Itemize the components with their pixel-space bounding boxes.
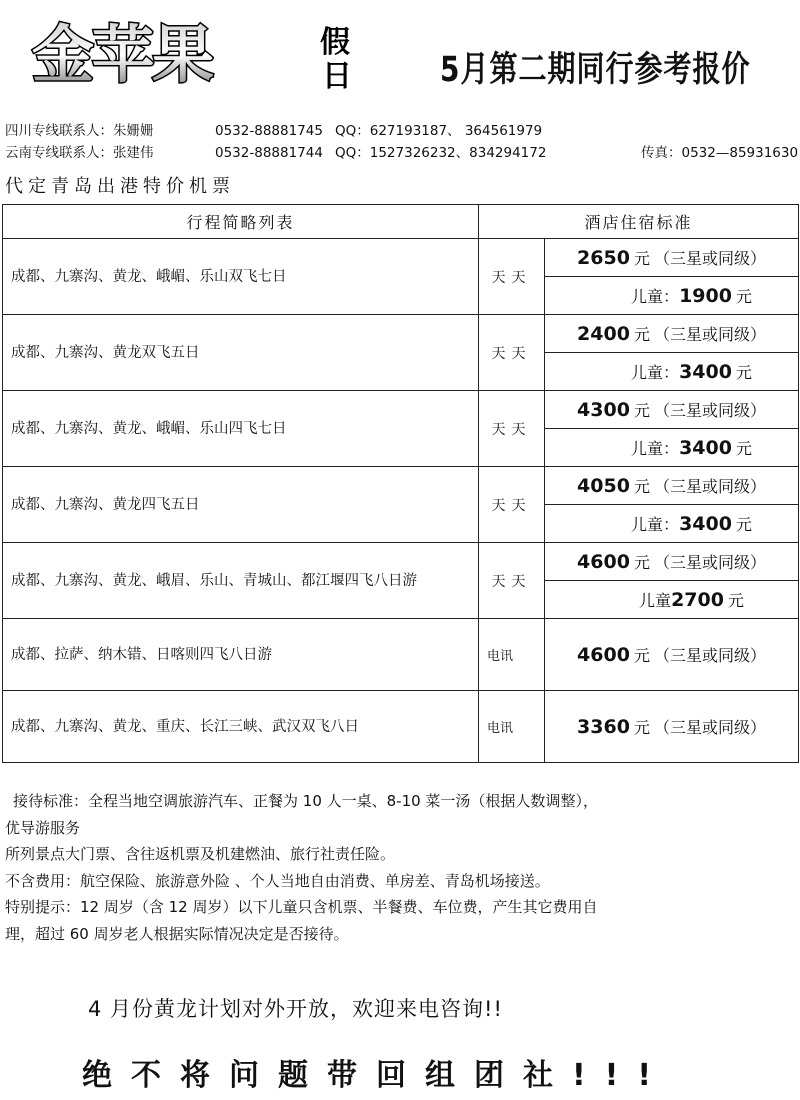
child-price: 3400	[679, 513, 732, 535]
child-price: 3400	[679, 437, 732, 459]
child-price: 2700	[671, 589, 724, 611]
table-row	[3, 391, 799, 429]
contact-label: 四川专线联系人：朱姗姗	[5, 123, 154, 139]
adult-price: 3360	[577, 716, 630, 738]
service-line: 代定青岛出港特价机票	[5, 176, 235, 197]
note-line: 特别提示：12 周岁（含 12 周岁）以下儿童只含机票、半餐费、车位费，产生其它费用自	[5, 898, 598, 916]
price-unit: 元	[633, 325, 650, 344]
child-label: 儿童	[639, 591, 672, 610]
hotel-grade-note: （三星或同级）	[653, 646, 766, 665]
hotel-grade-note: （三星或同级）	[653, 477, 766, 496]
contact-phone: 0532-88881744	[215, 145, 323, 161]
svg-text:金苹果: 金苹果	[32, 18, 213, 91]
svg-text:日: 日	[322, 59, 352, 94]
hotel-grade-note: （三星或同级）	[653, 401, 766, 420]
slogan-line-2: 绝不将问题带回组团社!!!	[82, 1058, 671, 1093]
note-line: 不含费用：航空保险、旅游意外险 、个人当地自由消费、单房差、青岛机场接送。	[5, 871, 550, 890]
frequency-cell: 天天	[479, 239, 545, 315]
note-line: 接待标准：全程当地空调旅游汽车、正餐为 10 人一桌、8-10 菜一汤（根据人数调整），	[13, 792, 598, 810]
table-header-row	[3, 205, 799, 239]
table-row	[3, 467, 799, 505]
adult-price: 4300	[577, 399, 630, 421]
child-price-cell	[545, 505, 799, 543]
price-unit: 元	[633, 401, 650, 420]
hotel-grade-note: （三星或同级）	[653, 553, 766, 572]
route-cell: 成都、九寨沟、黄龙四飞五日	[3, 467, 479, 543]
price-unit: 元	[633, 718, 650, 737]
route-cell: 成都、九寨沟、黄龙、重庆、长江三峡、武汉双飞八日	[3, 691, 479, 763]
adult-price: 2650	[577, 247, 630, 269]
note-line: 理，超过 60 周岁老人根据实际情况决定是否接待。	[5, 924, 349, 943]
child-label: 儿童：	[631, 363, 680, 382]
child-price-cell	[545, 353, 799, 391]
adult-price: 4600	[577, 644, 630, 666]
route-cell: 成都、九寨沟、黄龙、峨嵋、乐山双飞七日	[3, 239, 479, 315]
frequency-cell: 天天	[479, 543, 545, 619]
table-row	[3, 619, 799, 691]
table-row	[3, 543, 799, 581]
child-price: 3400	[679, 361, 732, 383]
terms-notes	[5, 788, 795, 947]
note-line: 优导游服务	[5, 818, 81, 837]
table-row	[3, 239, 799, 277]
contact-qq: QQ：1527326232、834294172	[335, 145, 547, 161]
hotel-column-header: 酒店住宿标准	[479, 205, 799, 239]
contact-line-sichuan	[5, 120, 800, 142]
contact-label: 云南专线联系人：张建伟	[5, 145, 154, 161]
contact-fax: 传真：0532—85931630	[641, 145, 799, 161]
route-column-header: 行程简略列表	[3, 205, 479, 239]
hotel-grade-note: （三星或同级）	[653, 325, 766, 344]
company-logo	[30, 14, 380, 98]
header	[0, 0, 800, 110]
child-label: 儿童：	[631, 287, 680, 306]
slogan-line-1: 4 月份黄龙计划对外开放，欢迎来电咨询!!	[88, 997, 503, 1021]
adult-price: 4050	[577, 475, 630, 497]
contact-line-yunnan	[5, 142, 800, 164]
price-unit: 元	[633, 553, 650, 572]
adult-price-cell	[545, 543, 799, 581]
adult-price-cell	[545, 619, 799, 691]
route-cell: 成都、九寨沟、黄龙、峨嵋、乐山四飞七日	[3, 391, 479, 467]
route-cell: 成都、拉萨、纳木错、日喀则四飞八日游	[3, 619, 479, 691]
child-price-cell	[545, 429, 799, 467]
frequency-cell: 天天	[479, 467, 545, 543]
price-unit: 元	[735, 287, 752, 306]
adult-price-cell	[545, 239, 799, 277]
itinerary-table	[2, 204, 799, 763]
contact-qq: QQ：627193187、 364561979	[335, 123, 543, 139]
child-price-cell	[545, 277, 799, 315]
note-line: 所列景点大门票、含往返机票及机建燃油、旅行社责任险。	[5, 845, 396, 863]
hotel-grade-note: （三星或同级）	[653, 718, 766, 737]
frequency-cell: 电讯	[479, 619, 545, 691]
child-label: 儿童：	[631, 439, 680, 458]
price-unit: 元	[735, 515, 752, 534]
price-unit: 元	[633, 477, 650, 496]
route-cell: 成都、九寨沟、黄龙双飞五日	[3, 315, 479, 391]
price-unit: 元	[735, 439, 752, 458]
contact-phone: 0532-88881745	[215, 123, 323, 139]
adult-price-cell	[545, 391, 799, 429]
frequency-cell: 天天	[479, 391, 545, 467]
table-row	[3, 691, 799, 763]
page-title: 5月第二期同行参考报价	[440, 48, 751, 90]
adult-price-cell	[545, 691, 799, 763]
frequency-cell: 天天	[479, 315, 545, 391]
adult-price-cell	[545, 467, 799, 505]
price-unit: 元	[633, 646, 650, 665]
child-label: 儿童：	[631, 515, 680, 534]
frequency-cell: 电讯	[479, 691, 545, 763]
route-cell: 成都、九寨沟、黄龙、峨眉、乐山、青城山、都江堰四飞八日游	[3, 543, 479, 619]
table-row	[3, 315, 799, 353]
adult-price-cell	[545, 315, 799, 353]
child-price: 1900	[679, 285, 732, 307]
price-unit: 元	[735, 363, 752, 382]
adult-price: 2400	[577, 323, 630, 345]
adult-price: 4600	[577, 551, 630, 573]
svg-text:假: 假	[320, 25, 350, 60]
contact-block	[5, 120, 800, 164]
hotel-grade-note: （三星或同级）	[653, 249, 766, 268]
price-unit: 元	[633, 249, 650, 268]
price-unit: 元	[727, 591, 744, 610]
child-price-cell	[545, 581, 799, 619]
